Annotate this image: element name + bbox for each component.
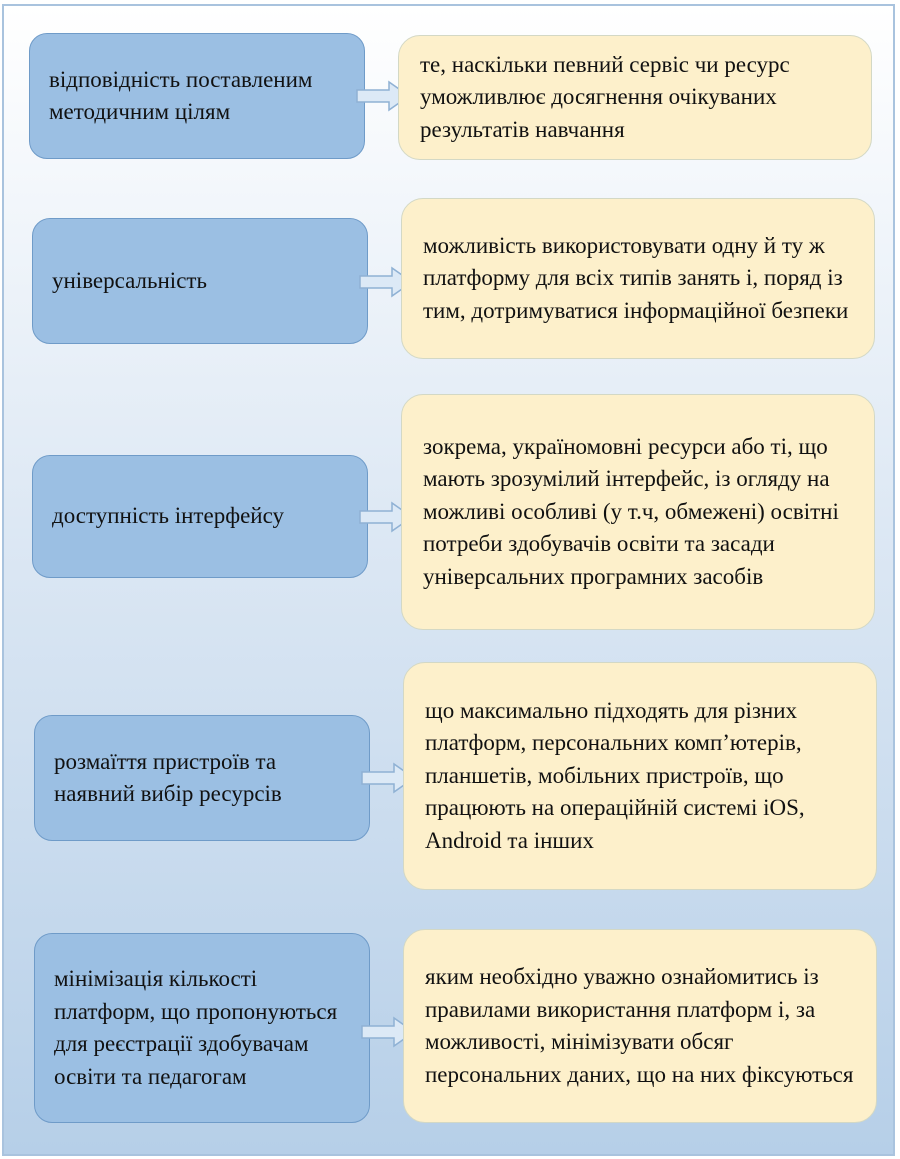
criterion-box-5 bbox=[34, 933, 370, 1123]
criterion-text-2: універсальність bbox=[52, 267, 207, 293]
description-text-4: що максимально підходять для різних платформ, персональних комп’ютерів, планшетів, мобільних пристроїв, що працюють на операційній системі iOS, Android та інших bbox=[425, 697, 805, 853]
description-text-3: зокрема, україномовні ресурси або ті, що мають зрозумілий інтерфейс, із огляду на можливі особливі (у т.ч, обмежені) освітні потреби здобувачів освіти та засади універсальних програмних засобів bbox=[423, 433, 839, 589]
criterion-text-3: доступність інтерфейсу bbox=[52, 503, 285, 529]
criterion-box-3 bbox=[32, 455, 368, 578]
description-text-1: те, наскільки певний сервіс чи ресурс уможливлює досягнення очікуваних результатів навчання bbox=[420, 51, 790, 142]
diagram-frame bbox=[2, 4, 895, 1156]
criterion-text-4: розмаїття пристроїв та наявний вибір ресурсів bbox=[54, 748, 282, 806]
criterion-box-1 bbox=[29, 33, 365, 159]
description-box-2 bbox=[401, 198, 875, 359]
criterion-text-5: мінімізація кількості платформ, що пропонуються для реєстрації здобувачам освіти та педагогам bbox=[54, 966, 338, 1089]
description-box-4 bbox=[403, 662, 877, 890]
description-box-3 bbox=[401, 394, 875, 630]
description-box-5 bbox=[403, 929, 877, 1123]
description-text-2: можливість використовувати одну й ту ж платформу для всіх типів занять і, поряд із тим, дотримуватися інформаційної безпеки bbox=[423, 232, 849, 323]
criterion-box-4 bbox=[34, 715, 370, 841]
criterion-box-2 bbox=[32, 218, 368, 344]
criterion-text-1: відповідність поставленим методичним цілям bbox=[49, 66, 313, 124]
description-text-5: яким необхідно уважно ознайомитись із правилами використання платформ і, за можливості, мінімізувати обсяг персональних даних, що на них фіксуються bbox=[425, 964, 854, 1087]
description-box-1 bbox=[398, 35, 872, 160]
